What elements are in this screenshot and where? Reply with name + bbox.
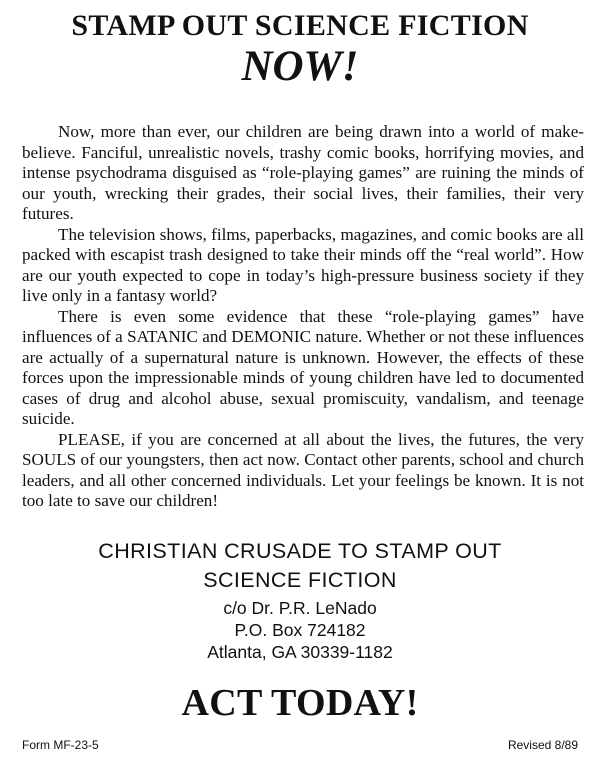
organization-line: CHRISTIAN CRUSADE TO STAMP OUT — [98, 539, 502, 563]
flyer-body — [22, 122, 584, 512]
call-to-action: ACT TODAY! — [181, 682, 419, 724]
address-po-box: P.O. Box 724182 — [234, 620, 366, 640]
flyer-emphasis: NOW! — [241, 43, 359, 90]
address-care-of: c/o Dr. P.R. LeNado — [223, 598, 377, 618]
body-paragraph: There is even some evidence that these “role-playing games” have influences of a SATANIC and DEMONIC nature. Whether or not these influences are actually of a supernatural nature is unknown. However, the effects of these forces upon the impressionable minds of young children have led to documented cases of drug and alcohol abuse, sexual promiscuity, vandalism, and teenage suicide. — [22, 306, 584, 428]
mailing-address — [0, 597, 600, 663]
body-paragraph: Now, more than ever, our children are being drawn into a world of make-believe. Fanciful, unrealistic novels, trashy comic books, horrifying movies, and intense psychodrama disguised as “role-playing games” are ruining the minds of our youth, wrecking their grades, their social lives, their families, their very futures. — [22, 122, 584, 223]
form-number: Form MF-23-5 — [22, 738, 99, 752]
organization-name — [0, 537, 600, 595]
body-paragraph: PLEASE, if you are concerned at all about the lives, the futures, the very SOULS of our youngsters, then act now. Contact other parents, school and church leaders, and all other concerned individuals. Let your feelings be known. It is not too late to save our children! — [22, 429, 584, 510]
flyer-title: STAMP OUT SCIENCE FICTION — [71, 9, 529, 42]
address-city: Atlanta, GA 30339-1182 — [207, 642, 393, 662]
body-paragraph: The television shows, films, paperbacks, magazines, and comic books are all packed with escapist trash designed to take their minds off the “real world”. How are our youth expected to cope in today’s high-pressure business society if they live only in a fantasy world? — [22, 224, 584, 305]
organization-line: SCIENCE FICTION — [203, 568, 397, 592]
revision-date: Revised 8/89 — [507, 738, 578, 752]
